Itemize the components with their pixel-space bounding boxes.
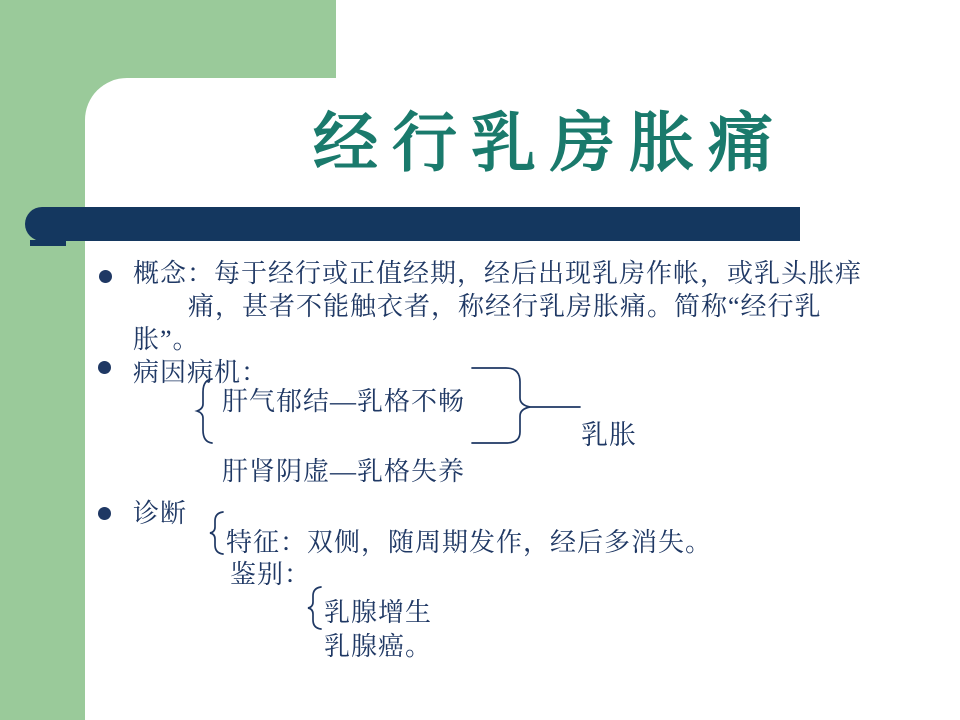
bullet-icon	[99, 270, 112, 283]
divider-bar-accent	[30, 240, 66, 246]
differential-item1: 乳腺增生	[324, 598, 433, 627]
diagnosis-label: 诊断	[133, 499, 188, 528]
pathogenesis-label: 病因病机：	[133, 358, 269, 387]
concept-line1: 概念：每于经行或正值经期，经后出现乳房作帐，或乳头胀痒	[133, 259, 863, 288]
diagnosis-brace	[207, 510, 227, 556]
differential-brace	[305, 585, 325, 631]
pathogenesis-branch1: 肝气郁结—乳格不畅	[222, 387, 466, 416]
bullet-icon	[98, 507, 111, 520]
differential-label: 鉴别：	[230, 560, 312, 589]
pathogenesis-result: 乳胀	[581, 420, 637, 450]
pathogenesis-left-brace	[193, 377, 215, 445]
bullet-icon	[98, 361, 111, 374]
diagnosis-feature: 特征：双侧，随周期发作，经后多消失。	[226, 528, 713, 557]
title-divider-bar	[25, 207, 800, 241]
concept-line3: 胀”。	[133, 325, 200, 354]
pathogenesis-branch2: 肝肾阴虚—乳格失养	[222, 457, 466, 486]
concept-line2: 痛，甚者不能触衣者，称经行乳房胀痛。简称“经行乳	[188, 292, 822, 321]
differential-item2: 乳腺癌。	[324, 632, 433, 661]
green-left-band	[0, 0, 88, 720]
pathogenesis-right-brace	[466, 362, 584, 448]
slide-title: 经行乳房胀痛	[312, 108, 787, 180]
